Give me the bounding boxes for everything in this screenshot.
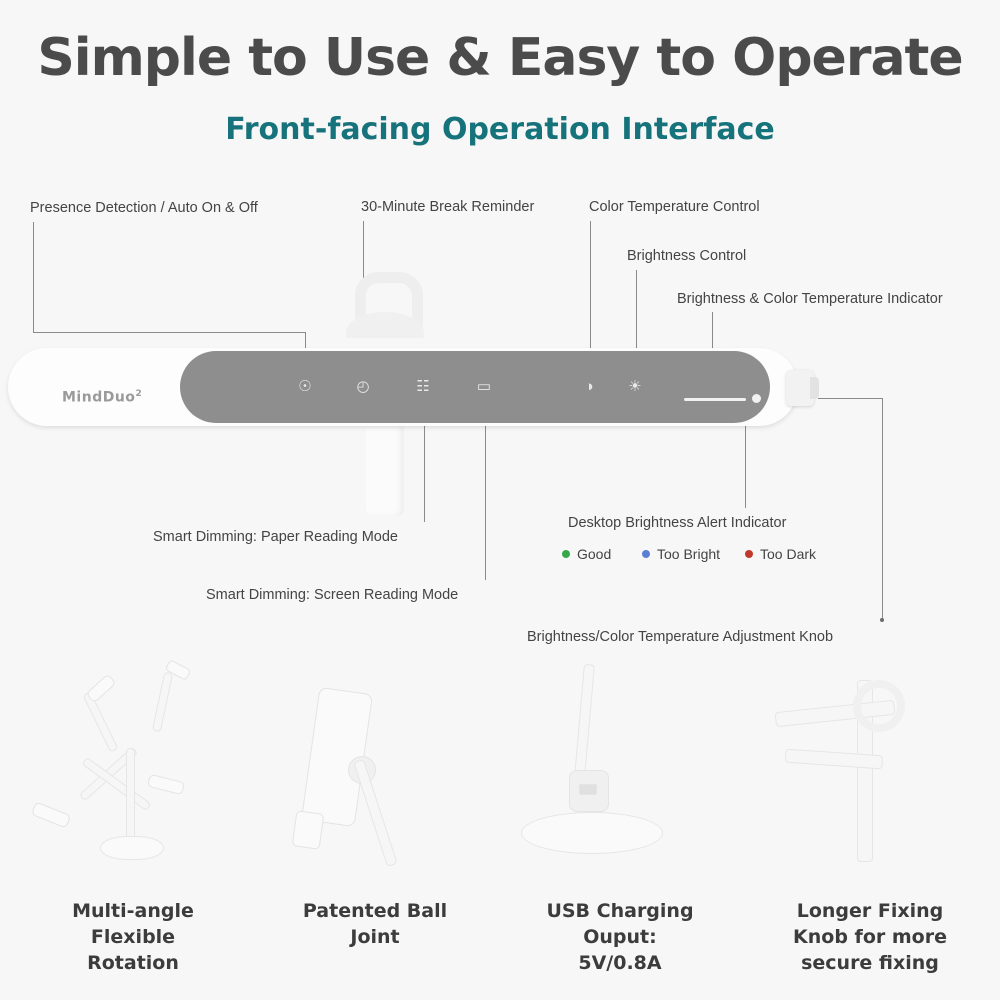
callout-brightness-control: Brightness Control (627, 248, 747, 264)
legend-too-dark-dot (745, 550, 753, 558)
feature-caption: USB Charging Ouput: 5V/0.8A (546, 900, 694, 974)
brand-version: 2 (135, 389, 143, 399)
brand-name: MindDuo (62, 389, 136, 406)
indicator-end-dot (752, 394, 761, 403)
callout-presence-detection: Presence Detection / Auto On & Off (30, 200, 258, 216)
feature-usb-art (495, 660, 745, 890)
callout-brightness-color-indicator: Brightness & Color Temperature Indicator (677, 291, 943, 307)
feature-ball-joint-art (250, 660, 500, 890)
usb-port (579, 784, 597, 795)
feature-caption: Multi-angle Flexible Rotation (72, 900, 194, 974)
presence-sensor-icon[interactable]: ☉ (298, 378, 312, 395)
feature-ball-joint (250, 660, 500, 1000)
callout-desktop-brightness-alert: Desktop Brightness Alert Indicator (568, 515, 787, 531)
lamp-base (100, 836, 164, 860)
arm-piece (82, 691, 118, 752)
legend-too-bright-label: Too Bright (657, 546, 721, 562)
brightness-icon[interactable]: ☀ (628, 378, 642, 395)
callout-adjustment-knob: Brightness/Color Temperature Adjustment Knob (527, 629, 834, 645)
color-temperature-icon[interactable]: ◑ (584, 378, 594, 395)
callout-screen-reading-mode: Smart Dimming: Screen Reading Mode (206, 587, 459, 603)
lamp-illustration (0, 250, 1000, 510)
arm-piece (152, 672, 173, 733)
legend-too-bright-dot (642, 550, 650, 558)
paper-reading-icon[interactable]: ☷ (416, 378, 430, 395)
lamp-arm (353, 759, 397, 867)
lamp-arm (574, 664, 595, 779)
screen-reading-icon[interactable]: ▭ (476, 378, 492, 395)
callout-paper-reading-mode: Smart Dimming: Paper Reading Mode (153, 529, 398, 545)
page-title: Simple to Use & Easy to Operate (37, 28, 963, 88)
lamp-head (147, 774, 185, 795)
feature-caption: Longer Fixing Knob for more secure fixing (793, 900, 947, 974)
brightness-level-indicator (684, 398, 746, 401)
legend-too-bright (642, 546, 720, 562)
feature-multi-angle-art (8, 660, 258, 890)
callout-break-reminder: 30-Minute Break Reminder (361, 199, 535, 215)
feature-usb-charging (495, 660, 745, 1000)
leader-dot-knob (880, 618, 884, 622)
lamp-foot (292, 810, 325, 850)
callout-color-temperature-control: Color Temperature Control (589, 199, 760, 215)
fixing-knob-ring (853, 680, 905, 732)
lamp-head (86, 674, 117, 704)
feature-fixing-knob (745, 660, 995, 1000)
page-subtitle: Front-facing Operation Interface (225, 112, 775, 147)
center-post (126, 748, 135, 846)
brand-logo (62, 389, 142, 406)
lamp-stem (366, 426, 404, 516)
adjustment-knob[interactable] (786, 370, 814, 406)
feature-multi-angle-rotation (8, 660, 258, 1000)
feature-caption: Patented Ball Joint (302, 900, 448, 948)
break-reminder-icon[interactable]: ◴ (356, 378, 370, 395)
lamp-base (521, 812, 663, 854)
feature-fixing-knob-art (745, 660, 995, 890)
legend-good-dot (562, 550, 570, 558)
lamp-head (31, 801, 71, 828)
legend-too-dark (745, 546, 816, 562)
legend-good (562, 546, 611, 562)
legend-good-label: Good (577, 546, 612, 562)
legend-too-dark-label: Too Dark (760, 546, 817, 562)
